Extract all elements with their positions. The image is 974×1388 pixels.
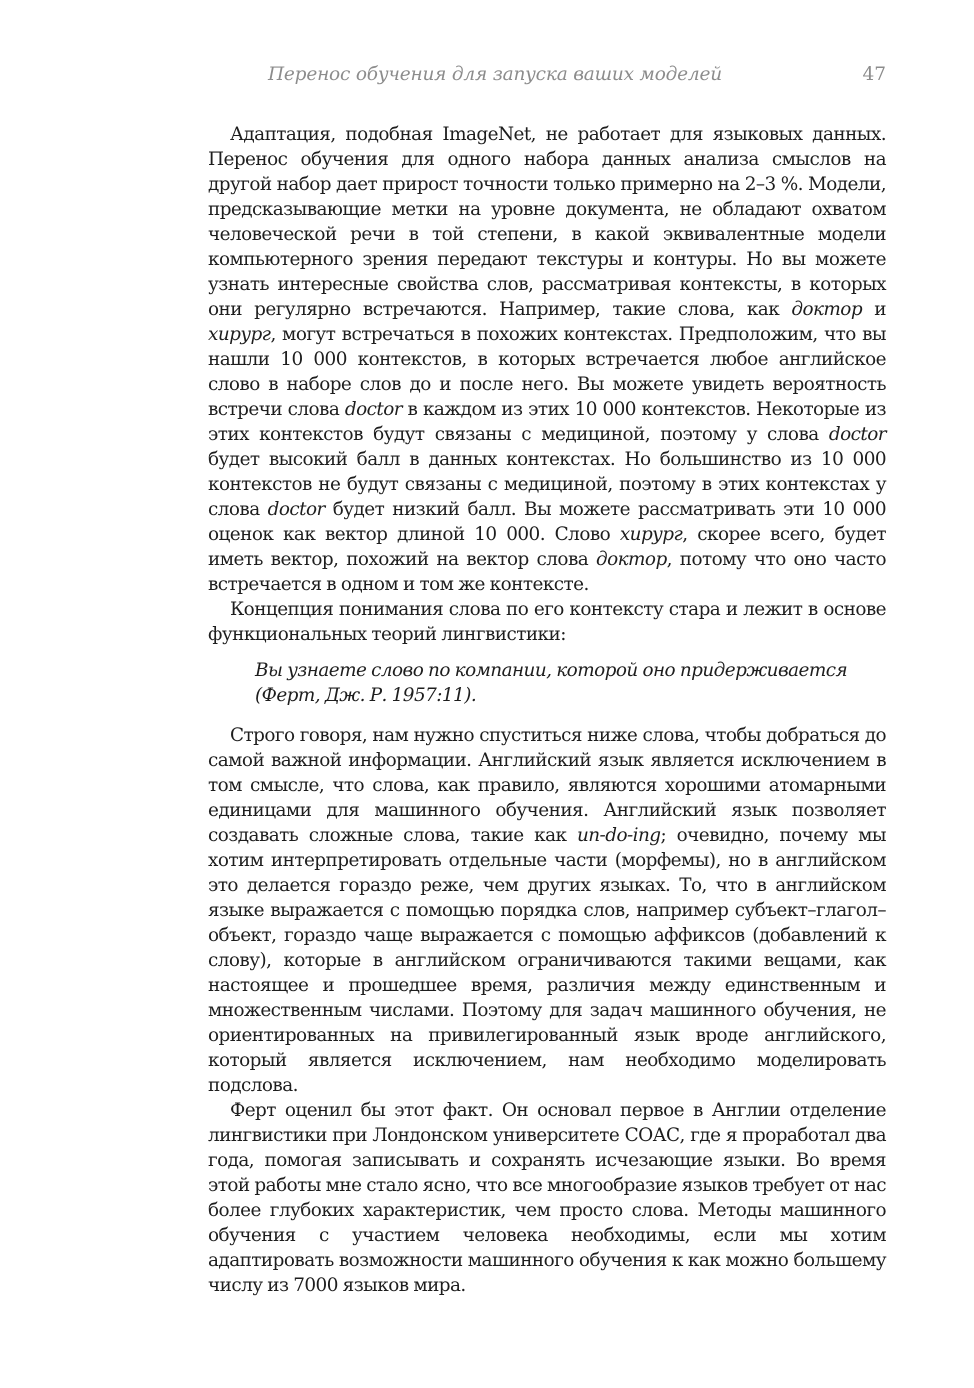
running-header bbox=[208, 64, 886, 94]
quote-citation: (Ферт, Дж. Р. 1957:11). bbox=[255, 685, 477, 706]
quote-text: Вы узнаете слово по компании, которой оно придерживается bbox=[255, 660, 848, 681]
term-khirurg: хирург bbox=[208, 324, 271, 345]
term-doctor: doctor bbox=[267, 499, 325, 520]
paragraph-context-concept: Концепция понимания слова по его контексту стара и лежит в основе функциональных теорий лингвистики: bbox=[208, 599, 886, 645]
term-doktor: доктор bbox=[791, 299, 863, 320]
paragraph-imagenet-adaptation: Адаптация, подобная ImageNet, не работает для языковых данных. Перенос обучения для одного набора данных анализа смыслов на другой набор дает прирост точности только примерно на 2–3 %. Модели, предсказывающие метки на уровне документа, не обладают охватом человеческой речи в той степени, в какой эквивалентные модели компьютерного зрения передают текстуры и контуры. Но вы можете узнать интересные свойства слов, рассматривая контексты, в которых они регулярно встречаются. Например, такие слова, как доктор и хирург, могут встречаться в похожих контекстах. Предположим, что вы нашли 10 000 контекстов, в которых встречается любое английское слово в наборе слов до и после него. Вы можете увидеть вероятность встречи слова doctor в каждом из этих 10 000 контекстов. Некоторые из этих контекстов будут связаны с медициной, поэтому у слова doctor будет высокий балл в данных контекстах. Но большинство из 10 000 контекстов не будут связаны с медициной, поэтому в этих контекстах у слова doctor будет низкий балл. Вы можете рассматривать эти 10 000 оценок как вектор длиной 10 000. Слово хирург, скорее всего, будет иметь вектор, похожий на вектор слова доктор, потому что оно часто встречается в одном и том же контексте. bbox=[208, 124, 887, 595]
term-doctor: doctor bbox=[344, 399, 402, 420]
paragraph-subwords: Строго говоря, нам нужно спуститься ниже слова, чтобы добраться до самой важной информации. Английский язык является исключением в том смысле, что слова, как правило, являются хорошими атомарными единицами для машинного обучения. Английский язык позволяет создавать сложные слова, такие как un-do-ing; очевидно, почему мы хотим интерпретировать отдельные части (морфемы), но в английском это делается гораздо реже, чем других языках. То, что в английском языке выражается с помощью порядка слов, например субъект–глагол–объект, гораздо чаще выражается с помощью аффиксов (добавлений к слову), которые в английском ограничиваются такими вещами, как настоящее и прошедшее время, различия между единственным и множественным числами. Поэтому для задач машинного обучения, не ориентированных на привилегированный язык вроде английского, который является исключением, нам необходимо моделировать подслова. bbox=[208, 725, 886, 1096]
paragraph-firth: Ферт оценил бы этот факт. Он основал первое в Англии отделение лингвистики при Лондонском университете СОАС, где я проработал два года, помогая записывать и сохранять исчезающие языки. Во время этой работы мне стало ясно, что все многообразие языков требует от нас более глубоких характеристик, чем просто слова. Методы машинного обучения с участием человека необходимы, если мы хотим адаптировать возможности машинного обучения к как можно большему числу из 7000 языков мира. bbox=[208, 1100, 886, 1296]
term-khirurg: хирург bbox=[619, 524, 683, 545]
term-un-do-ing: un-do-ing bbox=[576, 825, 661, 846]
body-text bbox=[208, 122, 886, 1298]
running-title: Перенос обучения для запуска ваших моделей bbox=[268, 64, 722, 85]
page-number: 47 bbox=[862, 64, 886, 85]
term-doktor: доктор bbox=[595, 549, 667, 570]
block-quote bbox=[255, 658, 886, 708]
term-doctor: doctor bbox=[828, 424, 886, 445]
